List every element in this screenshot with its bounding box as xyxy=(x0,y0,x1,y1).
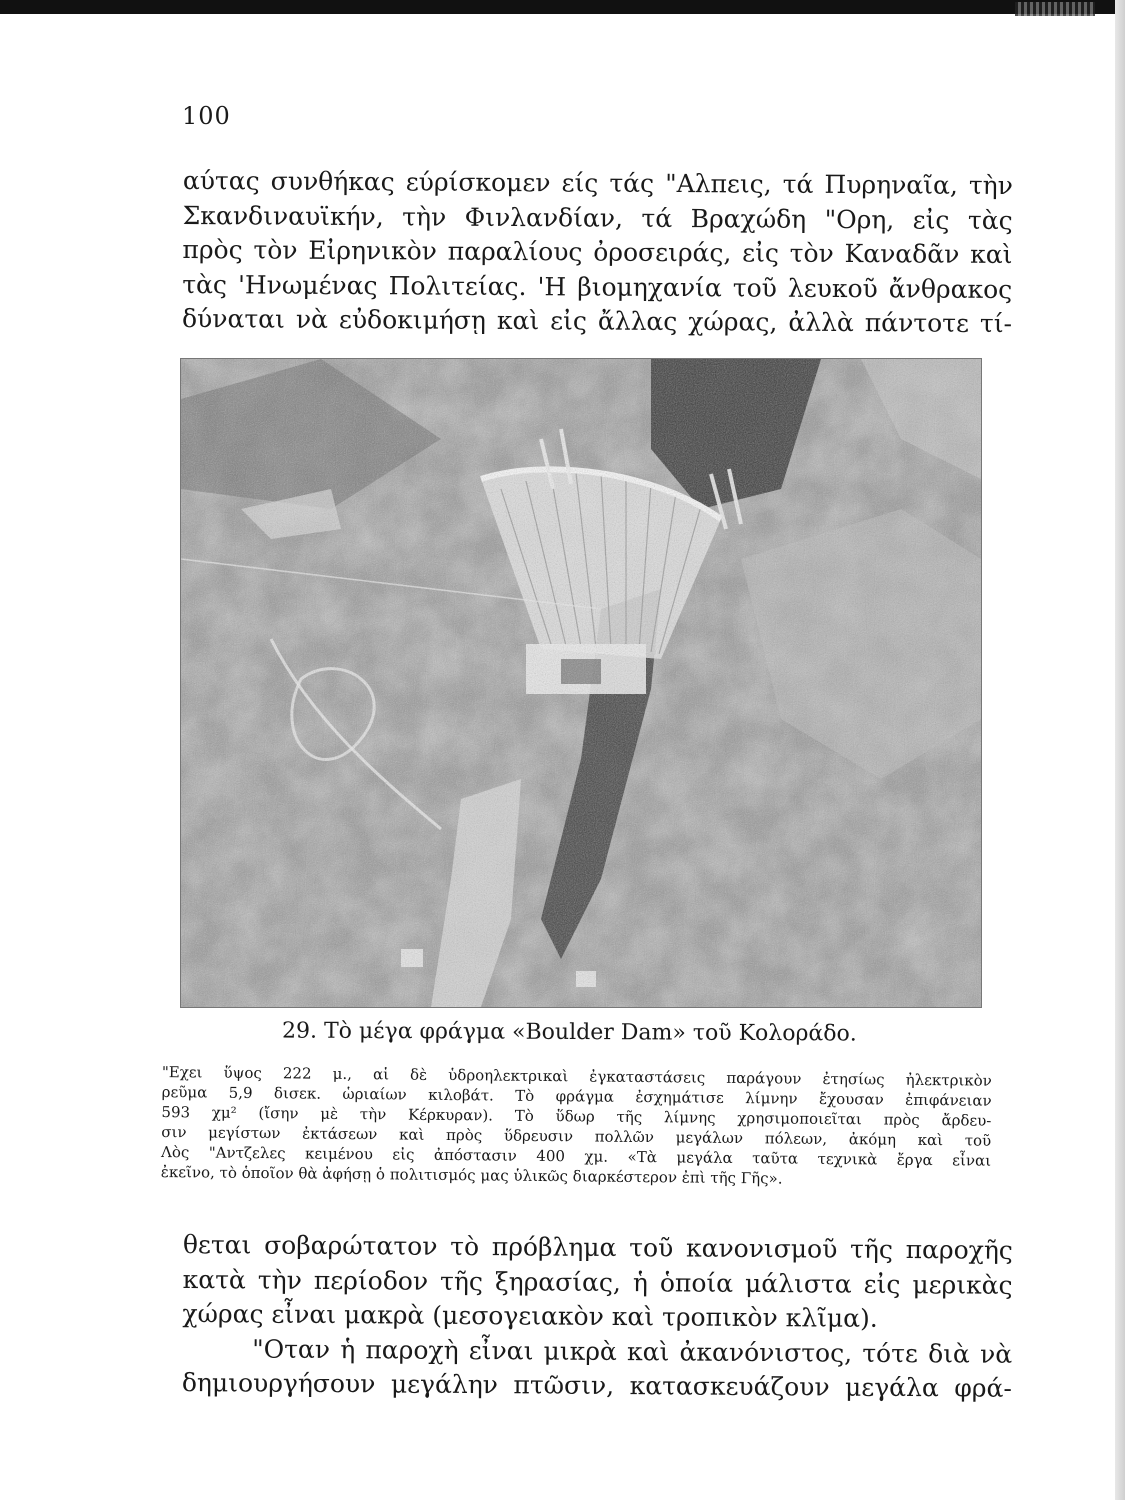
scan-smudge xyxy=(1015,2,1095,16)
text-line: δύναται νὰ εὐδοκιμήσῃ καὶ εἰς ἄλλας χώρας, ἀλλὰ πάντοτε τί- xyxy=(181,303,1013,339)
text-line: Σκανδιναυϊκήν, τὴν Φινλανδίαν, τά Βραχώδη "Ορη, εἰς τὰς xyxy=(182,200,1013,235)
dam-photo-illustration xyxy=(181,359,981,1007)
dam-photograph xyxy=(180,358,982,1008)
text-line: αύτας συνθήκας εύρίσκομεν είς τάς "Αλπεις, τά Πυρηναῖα, τὴν xyxy=(182,165,1013,201)
text-line: χώρας εἶναι μακρὰ (μεσογειακὸν καὶ τροπικὸν κλῖμα). xyxy=(182,1298,878,1333)
paragraph-bottom xyxy=(182,1228,1013,1406)
text-line: θεται σοβαρώτατον τὸ πρόβλημα τοῦ κανονισμοῦ τῆς παροχῆς xyxy=(182,1230,1013,1265)
figure-caption-body xyxy=(161,1062,992,1191)
text-line: τὰς 'Ηνωμένας Πολιτείας. 'Η βιομηχανία τοῦ λευκοῦ ἄνθρακος xyxy=(182,269,1013,304)
figure-caption-title: 29. Τὸ μέγα φράγμα «Boulder Dam» τοῦ Κολοράδο. xyxy=(281,1018,857,1047)
caption-line: σιν μεγίστων ἐκτάσεων καὶ πρὸς ὕδρευσιν πολλῶν μεγάλων πόλεων, ἀκόμη καὶ τοῦ xyxy=(161,1122,992,1150)
text-line: δημιουργήσουν μεγάλην πτῶσιν, κατασκευάζουν μεγάλα φρά- xyxy=(181,1367,1013,1403)
scan-top-edge xyxy=(0,0,1125,14)
text-line: κατὰ τὴν περίοδον τῆς ξηρασίας, ἡ ὁποία μάλιστα εἰς μερικὰς xyxy=(182,1264,1013,1300)
text-line: πρὸς τὸν Εἰρηνικὸν παραλίους ὀροσειράς, εἰς τὸν Καναδᾶν καὶ xyxy=(182,234,1013,270)
caption-line: ἐκεῖνο, τὸ ὁποῖον θὰ ἀφήσῃ ὁ πολιτισμός μας ὑλικῶς διαρκέστερον ἐπὶ τῆς Γῆς». xyxy=(160,1162,783,1188)
caption-line: 593 χμ² (ἴσην μὲ τὴν Κέρκυραν). Τὸ ὕδωρ τῆς λίμνης χρησιμοποιεῖται πρὸς ἄρδευ- xyxy=(161,1102,992,1130)
caption-line: ρεῦμα 5,9 δισεκ. ὡριαίων κιλοβάτ. Τὸ φράγμα ἐσχημάτισε λίμνην ἔχουσαν ἐπιφάνειαν xyxy=(161,1082,992,1110)
paragraph-top xyxy=(182,164,1013,342)
scan-right-edge xyxy=(1115,0,1125,1500)
caption-line: "Εχει ὕψος 222 μ., αἱ δὲ ὑδροηλεκτρικαὶ ἐγκαταστάσεις παράγουν ἐτησίως ἠλεκτρικὸν xyxy=(161,1063,992,1090)
text-line: "Οταν ἡ παροχὴ εἶναι μικρὰ καὶ ἀκανόνιστος, τότε διὰ νὰ xyxy=(252,1333,1013,1369)
caption-line: Λὸς "Αντζελες κειμένου εἰς ἀπόστασιν 400 χμ. «Τὰ μεγάλα ταῦτα τεχνικὰ ἔργα εἶναι xyxy=(160,1142,992,1170)
page-number: 100 xyxy=(182,102,231,130)
